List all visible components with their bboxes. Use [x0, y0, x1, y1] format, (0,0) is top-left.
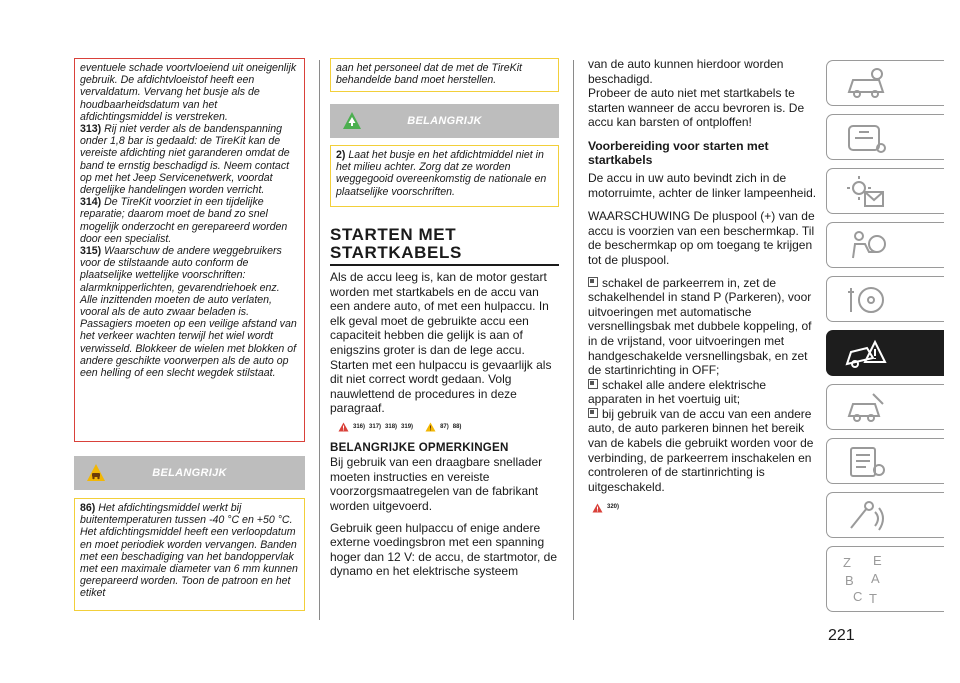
danger-icon — [592, 503, 603, 513]
tab-car-info[interactable] — [826, 114, 944, 160]
tab-technical-data[interactable] — [826, 438, 944, 484]
tab-safety[interactable] — [826, 222, 944, 268]
list-item: bij gebruik van de accu van een andere auto, de auto parkeren binnen het bereik van de kabels die gebruikt worden voor de verbinding, de parkeerrem inschakelen en controleren of de startinrichting is uitgeschakeld. — [588, 406, 814, 494]
column-divider-1 — [319, 60, 320, 620]
car-info-icon — [845, 120, 887, 156]
tab-maintenance[interactable] — [826, 384, 944, 430]
page-number: 221 — [828, 627, 855, 644]
tab-index[interactable] — [826, 546, 944, 612]
red-box-item-314: 314) De TireKit voorziet in een tijdelijke reparatie; daarom moet de band zo snel mogelijk onderzocht en gerepareerd worden door een specialist. — [80, 196, 288, 245]
note-box-continued — [330, 58, 559, 92]
tab-emergency[interactable] — [826, 330, 944, 376]
red-box-intro: eventuele schade voortvloeiend uit oneigenlijk gebruik. De afdichtvloeistof heeft een vervaldatum. Vervang het busje als de houdbaarheidsdatum van het afdichtingsmiddel is verstreken. — [80, 62, 297, 123]
paragraph-voltage: Gebruik geen hulpaccu of enige andere externe voedingsbron met een spanning hoger dan 12 V: de accu, de startmotor, de dynamo en het elektrische systeem — [330, 520, 558, 579]
environment-tree-icon — [342, 111, 362, 131]
steering-wheel-icon — [845, 282, 887, 318]
paragraph-location: De accu in uw auto bevindt zich in de motorruimte, achter de linker lampeenheid. — [588, 170, 817, 200]
important-label-mid: BELANGRIJK — [407, 115, 482, 127]
paragraph-frozen: Probeer de auto niet met startkabels te starten wanneer de accu bevroren is. De accu kan barsten of ontploffen! — [588, 86, 805, 130]
warning-box-red — [74, 58, 305, 442]
technical-data-icon — [845, 444, 887, 480]
danger-icon — [338, 422, 349, 432]
bullet-icon — [588, 408, 598, 418]
airbag-safety-icon — [845, 228, 887, 264]
subheading-preparation: Voorbereiding voor starten met startkabels — [588, 138, 769, 167]
note-86-number: 86) — [80, 502, 96, 514]
important-bar-left — [74, 456, 305, 490]
car-warning-icon — [86, 463, 106, 483]
red-box-item-315: 315) Waarschuw de andere weggebruikers voor de stilstaande auto conform de plaatselijke wettelijke voorschriften: alarmknipperlichten, gevarendriehoek enz. Alle inzittenden moeten de auto verlaten, vooral als de auto zwaar beladen is. Passagiers moeten op een veilige afstand van het verkeer wachten terwijl het wiel wordt verwisseld. Blokkeer de wielen met blokken of andere geschikte voorwerpen als de auto op een helling of een slecht wegdek stilstaat. — [80, 245, 297, 380]
note-2-number: 2) — [336, 149, 346, 161]
section-body — [330, 270, 562, 579]
note-86-text: Het afdichtingsmiddel werkt bij buitentemperaturen tussen -40 °C en +50 °C. Het afdichtingsmiddel heeft een verloopdatum en moet periodiek worden vervangen. Banden met een beschadiging van het bandoppervlak met een maximale diameter van 6 mm kunnen gerepareerd worden. Toon de patroon en het etiket — [80, 502, 298, 600]
intro-paragraph: Als de accu leeg is, kan de motor gestart worden met startkabels en de accu van een andere auto, of met een hulpaccu. In elk geval moet de gebruikte accu een capaciteit hebben die gelijk is aan of enigszins groter is dan de lege accu. Starten met een hulpaccu is gevaarlijk als dit niet correct wordt gedaan. Volg nauwlettend de procedures in deze paragraaf. — [330, 270, 552, 416]
list-item: schakel alle andere elektrische apparaten in het voertuig uit; — [588, 377, 767, 407]
tab-driving[interactable] — [826, 276, 944, 322]
paragraph-warning: WAARSCHUWING De pluspool (+) van de accu is voorzien van een beschermkap. Til de beschermkap op om toegang te krijgen tot de pluspool. — [588, 209, 815, 267]
title-underline — [330, 264, 559, 266]
bullet-icon — [588, 277, 598, 287]
important-label: BELANGRIJK — [152, 467, 227, 479]
red-box-item-313: 313) Rij niet verder als de bandenspanning onder 1,8 bar is gedaald: de TireKit kan de vereiste afdichting niet garanderen omdat de band te ernstig beschadigd is. Neem contact op met het Jeep Servicenetwerk, voordat dergelijke handelingen worden verricht. — [80, 123, 290, 197]
note-2-text: Laat het busje en het afdichtmiddel niet in het milieu achter. Zorg dat ze worden weggegooid overeenkomstig de nationale en plaatselijke voorschriften. — [336, 149, 547, 198]
dashboard-car-icon — [845, 66, 887, 102]
caution-icon — [425, 422, 436, 432]
emergency-icon — [845, 336, 887, 372]
tab-dashboard[interactable] — [826, 60, 944, 106]
note-box-yellow — [74, 498, 305, 611]
maintenance-icon — [845, 390, 887, 426]
subheading-notes: BELANGRIJKE OPMERKINGEN — [330, 440, 509, 454]
reference-marks-right: 320) — [592, 500, 820, 515]
tab-multimedia[interactable] — [826, 492, 944, 538]
reference-marks: 316) 317) 318) 319) 87) 88) — [338, 420, 562, 435]
list-item: schakel de parkeerrem in, zet de schakelhendel in stand P (Parkeren), voor uitvoeringen met automatische versnellingsbak met dubbele koppeling, of in de vrijstand, voor uitvoeringen met handgeschakelde versnellingsbak, en zet de startinrichting in OFF; — [588, 275, 812, 378]
paragraph-damage: van de auto kunnen hierdoor worden beschadigd. — [588, 57, 784, 86]
paragraph-charger: Bij gebruik van een draagbare snellader moeten instructies en vereiste voorzorgsmaatregelen van de fabrikant worden uitgevoerd. — [330, 455, 543, 513]
index-icon: Z E B A C T — [843, 553, 882, 606]
tab-warning-lights[interactable] — [826, 168, 944, 214]
multimedia-icon — [845, 498, 887, 534]
warning-lights-icon — [845, 174, 887, 210]
note-box-green — [330, 145, 559, 207]
bullet-icon — [588, 379, 598, 389]
note-continued-text: aan het personeel dat de met de TireKit behandelde band moet herstellen. — [336, 62, 523, 87]
column-divider-2 — [573, 60, 574, 620]
section-title: STARTEN MET STARTKABELS — [330, 225, 462, 262]
important-bar-mid — [330, 104, 559, 138]
right-column — [588, 57, 820, 515]
